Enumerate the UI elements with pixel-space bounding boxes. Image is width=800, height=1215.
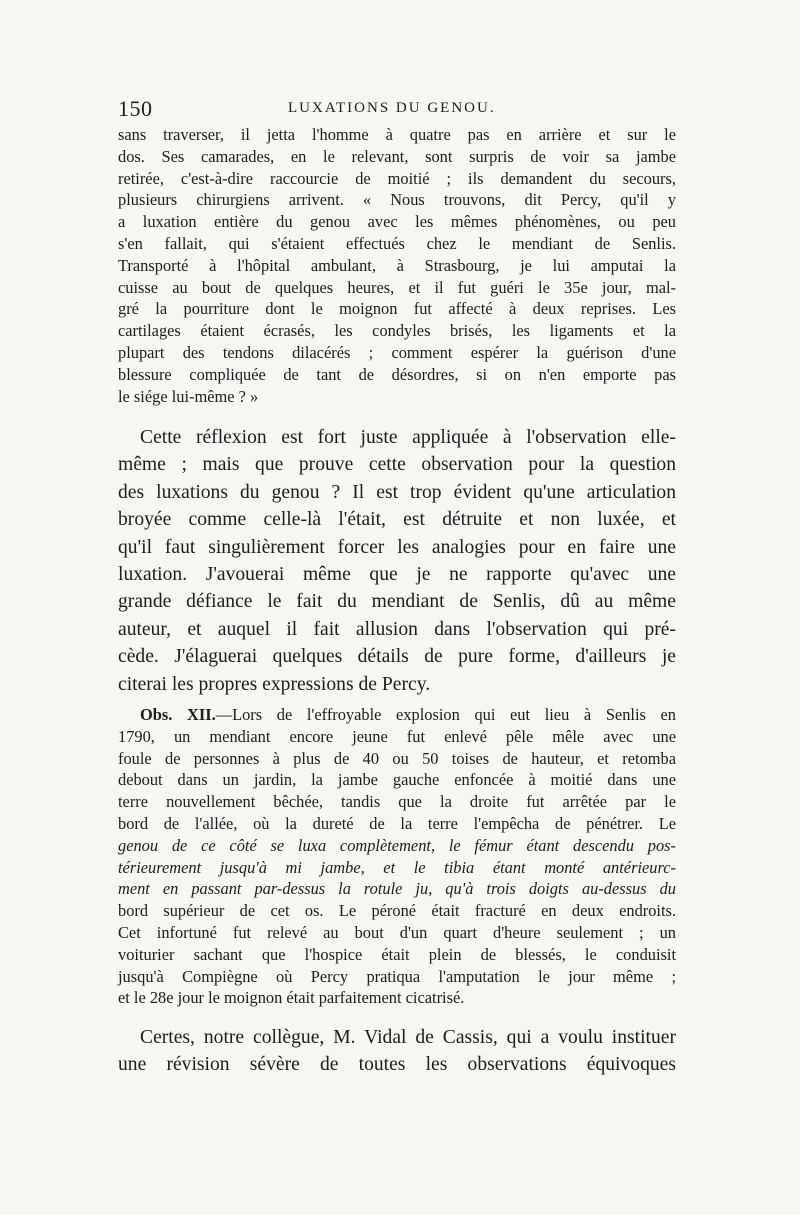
text-line: 1790, un mendiant encore jeune fut enlevé pêle mêle avec une: [118, 726, 676, 746]
text-line: ment en passant par-dessus la rotule ju, qu'à trois doigts au-dessus du: [118, 879, 676, 899]
text-line: luxation. J'avouerai même que je ne rapporte qu'avec une: [118, 563, 676, 585]
observation-xii: [118, 704, 676, 1009]
text-line: Cette réflexion est fort juste appliquée à l'observation elle-: [140, 427, 676, 448]
page-header: [118, 96, 678, 126]
text-line: a luxation entière du genou avec les mêmes phénomènes, ou peu: [118, 212, 676, 232]
page-number: 150: [118, 96, 153, 121]
paragraph-certes: [118, 1024, 676, 1079]
text-line: foule de personnes à plus de 40 ou 50 toises de hauteur, et retomba: [118, 748, 676, 768]
text-line: le siége lui-même ? »: [118, 386, 259, 406]
text-line: et le 28e jour le moignon était parfaitement cicatrisé.: [118, 988, 465, 1008]
text-line: cartilages étaient écrasés, les condyles brisés, les ligaments et la: [118, 321, 676, 341]
text-line: grande défiance le fait du mendiant de Senlis, dû au même: [118, 591, 676, 613]
text-line: auteur, et auquel il fait allusion dans l'observation qui pré-: [118, 618, 676, 640]
text-line: s'en fallait, qui s'étaient effectués chez le mendiant de Senlis.: [118, 233, 676, 253]
observation-label: Obs. XII.: [140, 705, 216, 724]
text-line: debout dans un jardin, la jambe gauche enfoncée à moitié dans une: [118, 770, 676, 790]
text-line: bord de l'allée, où la dureté de la terre l'empêcha de pénétrer. Le: [118, 813, 676, 833]
text-line: une révision sévère de toutes les observations équivoques: [118, 1054, 676, 1076]
text-line: blessure compliquée de tant de désordres, si on n'en emporte pas: [118, 364, 676, 384]
observation-text: —Lors de l'effroyable explosion qui eut lieu à Senlis en: [215, 705, 677, 724]
quoted-passage: [118, 124, 676, 407]
text-line: retirée, c'est-à-dire raccourcie de moitié ; ils demandent du secours,: [118, 168, 676, 188]
text-line: sans traverser, il jetta l'homme à quatre pas en arrière et sur le: [118, 125, 676, 144]
text-line: [118, 704, 676, 726]
text-line: plupart des tendons dilacérés ; comment espérer la guérison d'une: [118, 342, 676, 362]
text-line: qu'il faut singulièrement forcer les analogies pour en faire une: [118, 536, 676, 558]
text-line: même ; mais que prouve cette observation pour la question: [118, 454, 676, 476]
text-line: des luxations du genou ? Il est trop évident qu'une articulation: [118, 481, 676, 503]
text-line: cuisse au bout de quelques heures, et il fut guéri le 35e jour, mal-: [118, 277, 676, 297]
text-line: bord supérieur de cet os. Le péroné était fracturé en deux endroits.: [118, 901, 676, 921]
text-line: térieurement jusqu'à mi jambe, et le tibia étant monté antérieurc-: [118, 857, 676, 877]
running-title: LUXATIONS DU GENOU.: [288, 100, 496, 116]
text-line: Certes, notre collègue, M. Vidal de Cassis, qui a voulu instituer: [140, 1027, 676, 1048]
text-line: terre nouvellement bêchée, tandis que la droite fut arrêtée par le: [118, 792, 676, 812]
text-line: cède. J'élaguerai quelques détails de pure forme, d'ailleurs je: [118, 646, 676, 668]
text-line: citerai les propres expressions de Percy.: [118, 673, 431, 695]
text-line: genou de ce côté se luxa complètement, le fémur étant descendu pos-: [118, 835, 676, 855]
paragraph-reflection: [118, 424, 676, 698]
text-line: plusieurs chirurgiens arrivent. « Nous trouvons, dit Percy, qu'il y: [118, 190, 676, 210]
text-line: jusqu'à Compiègne où Percy pratiqua l'amputation le jour même ;: [118, 966, 676, 986]
text-line: dos. Ses camarades, en le relevant, sont surpris de voir sa jambe: [118, 146, 676, 166]
text-line: broyée comme celle-là l'était, est détruite et non luxée, et: [118, 509, 676, 531]
text-line: gré la pourriture dont le moignon fut affecté à deux reprises. Les: [118, 299, 676, 319]
text-line: Cet infortuné fut relevé au bout d'un quart d'heure seulement ; un: [118, 922, 676, 942]
text-line: Transporté à l'hôpital ambulant, à Strasbourg, je lui amputai la: [118, 255, 676, 275]
text-line: voiturier sachant que l'hospice était plein de blessés, le conduisit: [118, 944, 676, 964]
